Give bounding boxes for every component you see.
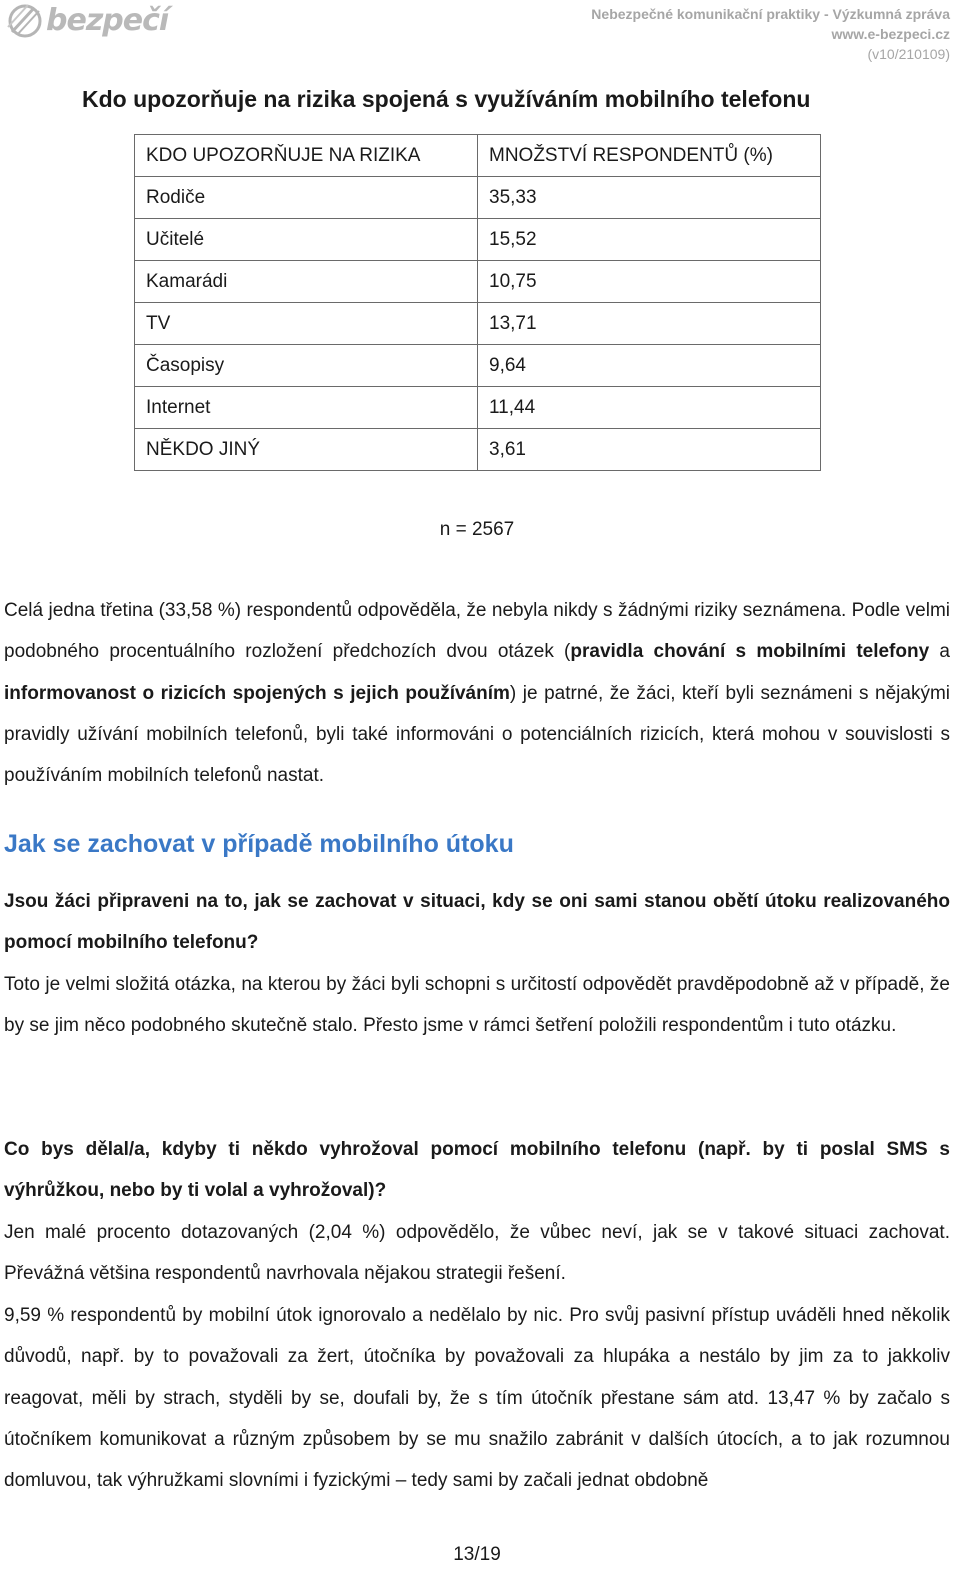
table-header-cell: KDO UPOZORŇUJE NA RIZIKA — [135, 135, 478, 177]
table-header-row — [135, 135, 821, 177]
logo-swirl-icon — [4, 2, 48, 40]
report-title: Nebezpečné komunikační praktiky - Výzkumná zpráva — [591, 6, 950, 22]
table-cell-percent: 3,61 — [478, 429, 821, 471]
table-cell-percent: 10,75 — [478, 261, 821, 303]
table-row — [135, 261, 821, 303]
paragraph-answer2a: Jen malé procento dotazovaných (2,04 %) odpovědělo, že vůbec neví, jak se v takové situaci zachovat. Převážná většina respondentů navrhovala nějakou strategii řešení. — [4, 1222, 950, 1285]
bold-term: pravidla chování s mobilními telefony — [570, 641, 930, 663]
table-cell-source: NĚKDO JINÝ — [135, 429, 478, 471]
table-row — [135, 219, 821, 261]
section-heading-risk-warnings: Kdo upozorňuje na rizika spojená s využíváním mobilního telefonu — [82, 86, 811, 112]
logo-text: bezpečí — [46, 3, 169, 38]
page-number: 13/19 — [453, 1544, 501, 1565]
table-row — [135, 303, 821, 345]
table-cell-percent: 15,52 — [478, 219, 821, 261]
paragraph-risk-summary — [4, 590, 950, 796]
table-cell-percent: 35,33 — [478, 177, 821, 219]
table-row — [135, 387, 821, 429]
table-cell-percent: 9,64 — [478, 345, 821, 387]
paragraph-answer2b: 9,59 % respondentů by mobilní útok ignorovalo a nedělalo by nic. Pro svůj pasivní přístup uváděli hned několik důvodů, např. by to považovali za žert, útočníka by považovali za hlupáka a nestálo by jim za to jakkoliv reagovat, měli by strach, styděli by se, doufali by, že s tím útočník přestane sám atd. 13,47 % by začalo s útočníkem komunikovat a různým způsobem by se mu snažilo zabránit v dalších útocích, a to jak rozumnou domluvou, tak výhružkami slovními i fyzickými – tedy sami by začali jednat obdobně — [4, 1305, 950, 1492]
question-preparedness — [4, 881, 950, 964]
question-threat — [4, 1129, 950, 1212]
paragraph-answer1: Toto je velmi složitá otázka, na kterou by žáci byli schopni s určitostí odpovědět pravděpodobně až v případě, že by se jim něco podobného skutečně stalo. Přesto jsme v rámci šetření položili respondentům i tuto otázku. — [4, 974, 950, 1037]
text-span: ) je patrné, že žáci, kteří byli seznámeni s nějakými pravidly užívání mobilních telefonů, byli také informováni o potenciálních rizicích, která mohou v souvislosti s používáním mobilních telefonů nastat. — [4, 682, 950, 787]
table-row — [135, 177, 821, 219]
website-link[interactable]: www.e-bezpeci.cz — [831, 26, 950, 42]
risk-warnings-table — [134, 134, 821, 471]
version-label: (v10/210109) — [867, 46, 950, 62]
question-text: Jsou žáci připraveni na to, jak se zachovat v situaci, kdy se oni sami stanou obětí útoku realizovaného pomocí mobilního telefonu? — [4, 891, 950, 954]
text-span: Celá jedna třetina (33,58 %) respondentů odpověděla, že nebyla nikdy s žádnými riziky seznámena. Podle velmi podobného procentuálního rozložení předchozích dvou otázek ( — [4, 600, 950, 663]
table-cell-source: TV — [135, 303, 478, 345]
bold-term: informovanost o rizicích spojených s jejich používáním — [4, 682, 510, 704]
logo — [4, 2, 168, 40]
table-cell-percent: 11,44 — [478, 387, 821, 429]
question-text: Co bys dělal/a, kdyby ti někdo vyhrožoval pomocí mobilního telefonu (např. by ti poslal SMS s výhrůžkou, nebo by ti volal a vyhrožoval)? — [4, 1139, 950, 1202]
table-cell-source: Učitelé — [135, 219, 478, 261]
table-cell-source: Časopisy — [135, 345, 478, 387]
table-cell-source: Internet — [135, 387, 478, 429]
sample-size: n = 2567 — [439, 519, 515, 540]
table-row — [135, 429, 821, 471]
section-heading-mobile-attack: Jak se zachovat v případě mobilního útoku — [4, 830, 514, 858]
page-header-info — [591, 4, 950, 64]
table-cell-percent: 13,71 — [478, 303, 821, 345]
table-cell-source: Rodiče — [135, 177, 478, 219]
table-header-cell: MNOŽSTVÍ RESPONDENTŮ (%) — [478, 135, 821, 177]
text-span: a — [929, 641, 950, 663]
table-cell-source: Kamarádi — [135, 261, 478, 303]
table-row — [135, 345, 821, 387]
